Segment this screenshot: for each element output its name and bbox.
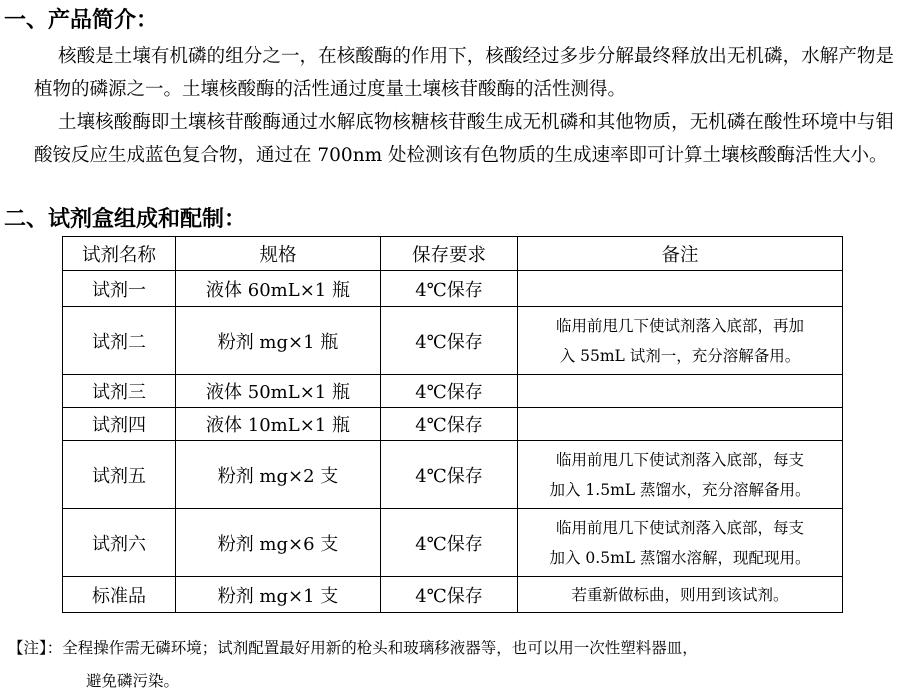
header-reagent-name: 试剂名称 [63,237,176,271]
section-2-title: 二、试剂盒组成和配制： [4,207,247,232]
table-row [63,271,843,307]
note-line: 入 55mL 试剂一，充分溶解备用。 [559,346,801,365]
intro-paragraph-1: 核酸是土壤有机磷的组分之一，在核酸酶的作用下，核酸经过多步分解最终释放出无机磷，水解产物是植物的磷源之一。土壤核酸酶的活性通过度量土壤核苷酸酶的活性测得。 [34,46,894,100]
table-row [63,577,843,613]
table-row [63,408,843,441]
table-row [63,375,843,408]
cell-note [518,408,843,441]
note-line: 加入 1.5mL 蒸馏水，充分溶解备用。 [549,480,811,499]
footnote-line-2: 避免磷污染。 [86,672,180,690]
table-row [63,307,843,375]
cell-reagent-name: 试剂六 [63,509,176,577]
cell-storage: 4℃保存 [381,441,518,509]
header-note: 备注 [518,237,843,271]
footnote-label: 【注】： [8,639,63,657]
cell-reagent-name: 试剂五 [63,441,176,509]
cell-storage: 4℃保存 [381,577,518,613]
cell-note [518,577,843,613]
cell-spec: 粉剂 mg×2 支 [176,441,381,509]
note-line: 临用前甩几下使试剂落入底部，每支 [555,518,804,537]
table-row [63,509,843,577]
cell-storage: 4℃保存 [381,271,518,307]
cell-spec: 液体 10mL×1 瓶 [176,408,381,441]
cell-spec: 粉剂 mg×6 支 [176,509,381,577]
cell-storage: 4℃保存 [381,509,518,577]
cell-note [518,307,843,375]
note-line: 加入 0.5mL 蒸馏水溶解，现配现用。 [549,548,811,567]
cell-storage: 4℃保存 [381,307,518,375]
note-line: 若重新做标曲，则用到该试剂。 [571,585,789,604]
cell-reagent-name: 标准品 [63,577,176,613]
note-line: 临用前甩几下使试剂落入底部，再加 [555,316,804,335]
footnote [8,632,888,698]
cell-note [518,441,843,509]
cell-note [518,509,843,577]
cell-reagent-name: 试剂三 [63,375,176,408]
intro-paragraph-2: 土壤核酸酶即土壤核苷酸酶通过水解底物核糖核苷酸生成无机磷和其他物质，无机磷在酸性环境中与钼酸铵反应生成蓝色复合物，通过在 700nm 处检测该有色物质的生成速率即可计算土壤核酸酶活性大小。 [34,112,894,166]
note-line: 临用前甩几下使试剂落入底部，每支 [555,450,804,469]
table-header-row [63,237,843,271]
cell-spec: 液体 50mL×1 瓶 [176,375,381,408]
footnote-line-1: 全程操作需无磷环境；试剂配置最好用新的枪头和玻璃移液器等，也可以用一次性塑料器皿， [62,639,698,657]
section-1-title: 一、产品简介： [4,8,159,33]
cell-note [518,375,843,408]
cell-storage: 4℃保存 [381,375,518,408]
cell-spec: 粉剂 mg×1 瓶 [176,307,381,375]
reagent-table [62,236,843,613]
cell-reagent-name: 试剂一 [63,271,176,307]
cell-reagent-name: 试剂四 [63,408,176,441]
table-row [63,441,843,509]
cell-spec: 粉剂 mg×1 支 [176,577,381,613]
cell-note [518,271,843,307]
cell-storage: 4℃保存 [381,408,518,441]
cell-reagent-name: 试剂二 [63,307,176,375]
cell-spec: 液体 60mL×1 瓶 [176,271,381,307]
header-storage: 保存要求 [381,237,518,271]
header-spec: 规格 [176,237,381,271]
